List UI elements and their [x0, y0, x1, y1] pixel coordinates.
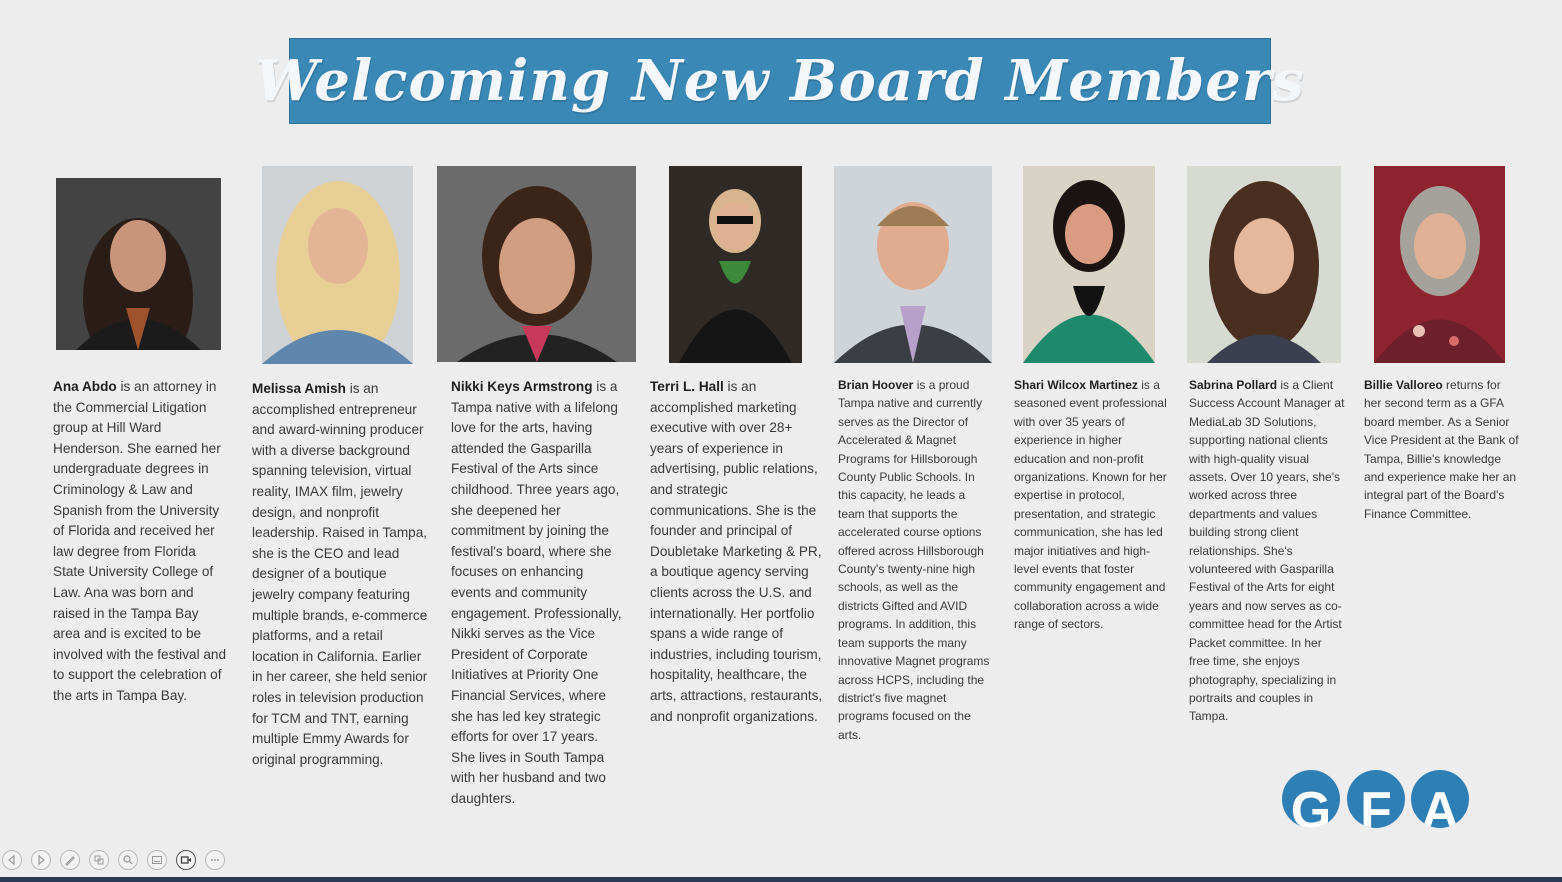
page-title: Welcoming New Board Members — [255, 48, 1305, 114]
member-bio: is a Client Success Account Manager at MediaLab 3D Solutions, supporting national clients with high-quality visual assets. Over 10 years, she's worked across three departments and values building strong client relationships. She's volunteered with Gasparilla Festival of the Arts for eight years and now serves as co-committee head for the Artist Packet committee. In her free time, she enjoys photography, specializing in portraits and couples in Tampa. — [1189, 378, 1345, 724]
next-icon[interactable] — [31, 850, 51, 870]
member-bio: is a proud Tampa native and currently serves as the Director of Accelerated & Magnet Programs for Hillsborough County Public Schools. In this capacity, he leads a team that supports the accelerated course options offered across Hillsborough County's twenty-nine high schools, as well as the districts Gifted and AVID programs. In addition, this team supports the many innovative Magnet programs across HCPS, including the district's five magnet programs focused on the arts. — [838, 378, 990, 742]
window-bottom-edge — [0, 877, 1562, 882]
title-banner — [255, 38, 1305, 124]
slides-icon[interactable] — [89, 850, 109, 870]
logo-letter-f: F — [1347, 770, 1405, 828]
member-bio: is an accomplished marketing executive with over 28+ years of experience in advertising, public relations, and strategic communications. She is the founder and principal of Doubletake Marketing & PR, a boutique agency serving clients across the U.S. and internationally. Her portfolio spans a wide range of industries, including tourism, hospitality, healthcare, the arts, attractions, restaurants, and nonprofit organizations. — [650, 379, 823, 724]
bio-terri-l-hall — [650, 377, 826, 727]
pen-icon[interactable] — [60, 850, 80, 870]
photo-terri-l-hall — [669, 166, 802, 363]
more-icon[interactable] — [205, 850, 225, 870]
presentation-toolbar — [2, 850, 225, 870]
bio-shari-wilcox-martinez — [1014, 376, 1172, 634]
photo-sabrina-pollard — [1187, 166, 1341, 363]
member-name: Ana Abdo — [53, 379, 117, 394]
bio-billie-valloreo — [1364, 376, 1520, 523]
camera-icon[interactable] — [176, 850, 196, 870]
logo-letter-g: G — [1282, 770, 1340, 828]
zoom-icon[interactable] — [118, 850, 138, 870]
bio-ana-abdo — [53, 377, 228, 707]
bio-sabrina-pollard — [1189, 376, 1345, 726]
member-bio: returns for her second term as a GFA board member. As a Senior Vice President at the Bank of Tampa, Billie's knowledge and experience make her an integral part of the Board's Finance Committee. — [1364, 378, 1519, 521]
previous-icon[interactable] — [2, 850, 22, 870]
member-name: Melissa Amish — [252, 381, 346, 396]
logo-letter-a: A — [1411, 770, 1469, 828]
bio-melissa-amish — [252, 379, 428, 770]
photo-shari-wilcox-martinez — [1023, 166, 1155, 363]
subtitles-icon[interactable] — [147, 850, 167, 870]
member-name: Billie Valloreo — [1364, 378, 1443, 392]
photo-brian-hoover — [834, 166, 992, 363]
member-bio: is a Tampa native with a lifelong love for the arts, having attended the Gasparilla Festival of the Arts since childhood. Three years ago, she deepened her commitment by joining the festival's board, where she focuses on enhancing events and community engagement. Professionally, Nikki serves as the Vice President of Corporate Initiatives at Priority One Financial Services, where she has led key strategic efforts for over 17 years. She lives in South Tampa with her husband and two daughters. — [451, 379, 622, 806]
member-name: Terri L. Hall — [650, 379, 724, 394]
member-name: Shari Wilcox Martinez — [1014, 378, 1138, 392]
bio-brian-hoover — [838, 376, 994, 744]
member-bio: is an accomplished entrepreneur and award-winning producer with a diverse background spanning television, virtual reality, IMAX film, jewelry design, and nonprofit leadership. Raised in Tampa, she is the CEO and lead designer of a boutique jewelry company featuring multiple brands, e-commerce platforms, and a retail location in California. Earlier in her career, she held senior roles in television production for TCM and TNT, earning multiple Emmy Awards for original programming. — [252, 381, 428, 767]
photo-nikki-keys-armstrong — [437, 166, 636, 362]
member-name: Brian Hoover — [838, 378, 914, 392]
photo-billie-valloreo — [1374, 166, 1505, 363]
member-bio: is a seasoned event professional with over 35 years of experience in higher education and non-profit organizations. Known for her expertise in protocol, presentation, and strategic communication, she has led major initiatives and high-level events that foster community engagement and collaboration across a wide range of sectors. — [1014, 378, 1167, 632]
member-bio: is an attorney in the Commercial Litigation group at Hill Ward Henderson. She earned her undergraduate degrees in Criminology & Law and Spanish from the University of Florida and received her law degree from Florida State University College of Law. Ana was born and raised in the Tampa Bay area and is excited to be involved with the festival and to support the celebration of the arts in Tampa Bay. — [53, 379, 227, 703]
member-name: Nikki Keys Armstrong — [451, 379, 593, 394]
member-name: Sabrina Pollard — [1189, 378, 1278, 392]
photo-ana-abdo — [56, 178, 221, 350]
bio-nikki-keys-armstrong — [451, 377, 626, 809]
photo-melissa-amish — [262, 166, 413, 364]
